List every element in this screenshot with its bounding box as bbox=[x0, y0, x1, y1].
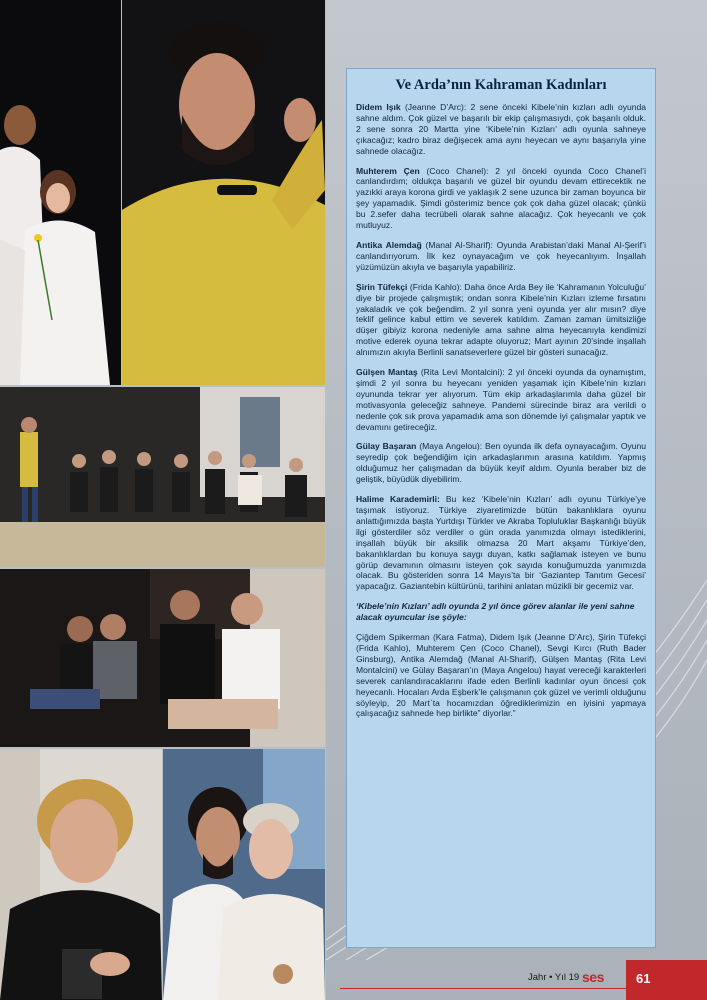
interview-paragraph-didem bbox=[356, 102, 646, 157]
photo-women-in-white bbox=[0, 0, 121, 385]
speaker-name: Antika Alemdağ bbox=[356, 239, 422, 250]
speaker-quote: (Coco Chanel): 2 yıl önceki oyunda Coco Chanel’i canlandırdım; oldukça başarılı ve güzel bir oyundu devam ettirecektik ne yazıkki araya korona girdi ve yaklaşık 2 sene uzunca bir zaman boyunca bir şey yapamadık. Şimdi gösterimiz bence çok çok daha güzel olacak; çünkü bu 2.sefer daha tecrübeli olarak sahne alacağız. Çok heyecanlı ve çok mutluyuz. bbox=[356, 165, 646, 231]
speaker-name: Gülşen Mantaş bbox=[356, 367, 418, 378]
speaker-quote: (Frida Kahlo): Daha önce Arda Bey ile ‘Kahramanın Yolculuğu’ diye bir projede çalışmıştık; ondan sonra Kibele’nin Kızları izleme fırsatını yakaladık ve çok beğendim. 2 yıl sonra yeni oyunda yer alır mısın? diye teklif gelince kabul ettim ve severek katıldım. Zaman zaman ümitsizliğe düşer gibiyiz korona nedeniyle ama sahne alma heyecanıyla kendimizi motive ederek oyuna tekrar adapte oluyoruz; Mart ayının 20’sinde inşallah alnımızın akıyla Berlinli sanatseverlere güzel bir gösteri sunacağız. bbox=[356, 281, 647, 358]
photo-group-seated bbox=[0, 387, 325, 567]
interview-paragraph-sirin bbox=[356, 282, 646, 358]
photo-arda-yellow-sweater bbox=[122, 0, 325, 385]
page-number: 61 bbox=[636, 971, 651, 986]
cast-intro: ‘Kibele’nin Kızları’ adlı oyunda 2 yıl önce görev alanlar ile yeni sahne alacak oyuncular ise şöyle: bbox=[356, 601, 635, 623]
article-box bbox=[346, 68, 656, 948]
speaker-quote: (Maya Angelou): Ben oyunda ilk defa oynayacağım. Oyunu seyredip çok beğendiğim için arkadaşlarımın arasına katıldım. Yapmış olduğumuz her çalışmadan da büyük keyif aldım. Oyunla beraber biz de geliştik, büyüdük diyebilirim. bbox=[356, 441, 646, 485]
page-number-tab bbox=[626, 960, 707, 1000]
cast-closing-paragraph: Çiğdem Spikerman (Kara Fatma), Didem Işık (Jeanne D’Arc), Şirin Tüfekçi (Frida Kahlo), Muhterem Çen (Coco Chanel), Sevgi Kırcı (Ruth Bader Ginsburg), Antika Alemdağ (Manal Al-Sharif), Gülşen Mantaş (Rita Levi Montalcini) ve Gülay Başaran’ın (Maya Angelou) hayat vereceği karakterleri severek canlandıracaklarını ifade eden Berlinli kadınlar oyun öncesi çok heyecanlı. Hocaları Arda Eşberk’le çalışmanın çok güzel ve verimli olduğunu söyleyip, 20 Mart`ta hocamızdan öğrediklerimizin en iyisini yapmaya çalışacağız sahnede hep birlikte” diyorlar.” bbox=[356, 632, 646, 719]
interview-paragraph-halime bbox=[356, 494, 646, 592]
photo-women-closeup-group bbox=[0, 569, 325, 747]
speaker-quote: (Rita Levi Montalcini): 2 yıl önceki oyunda da oynamıştım, şimdi 2 yıl sonra bu heyecanı yeniden yaşamak için Kibele’nin kızları oyununda tekrar yer alıyorum. Tüm ekip arkadaşlarımla daha güzel bir motivasyonla geleceğiz sahneye. Pandemi sürecinde biraz ara verildi o nedenle çok sık prova yapamadık ama son dönemde iyi çalışmalar yaptık ve devamını getireceğiz. bbox=[356, 367, 646, 432]
interview-paragraph-muhterem bbox=[356, 166, 646, 231]
speaker-name: Gülay Başaran bbox=[356, 441, 417, 452]
article-title: Ve Arda’nın Kahraman Kadınları bbox=[395, 77, 607, 93]
speaker-name: Şirin Tüfekçi bbox=[356, 281, 408, 292]
speaker-quote: (Manal Al-Sharif): Oyunda Arabistan’daki Manal Al-Şerif’i canlandırıyorum. İlk kez oynayacağım ve çok heyecanlıyım. İnşallah yüzümüzün akıyla ve başarıyla yapabiliriz. bbox=[356, 239, 646, 272]
photo-couple-wreaths bbox=[163, 749, 325, 1000]
speaker-quote: Bu kez ‘Kibele’nin Kızları’ adlı oyunu Türkiye’ye taşımak istiyoruz. Türkiye ziyaretimizde bütün bakanlıklara oyunu anlattığımızda başta Yurtdışı Türkler ve Akraba Topluluklar Başkanlığı büyük ilgi gösterdiler söz verdiler o gün orada yanımızda olmayı istediklerini, inşallah büyük bir aksilik olmazsa 20 Mart akşamı Türkiye’den, bakanlıklardan bu konuya saygı duyan, katkı sağlamak isteyen ve bunu görüp devamının olmasını isteyen çok sayıda konuğumuzda yanımızda olacak. Bu gösteriden sonra 14 Mayıs’ta bir ‘Gaziantep Tanıtım Gecesi’ yapacağız. Gaziantebin kültürünü, tarihini anlatan müzikli bir gecemiz var. bbox=[356, 494, 647, 592]
interview-paragraph-gulay bbox=[356, 441, 646, 485]
speaker-quote: (Jeanne D’Arc): 2 sene önceki Kibele’nin kızları adlı oyunda sahne aldım. Çok güzel ve başarılı bir ekip çalışmasıydı, çok başarılı olduk. 2 sene sonra 20 Martta yine ‘Kibele’nin Kızları’ adlı oyunla sahneye çıkacağız; kadro biraz değişecek ama aynı heyecan ve aynı başarıyla yine sahnede olacağız. bbox=[356, 102, 646, 156]
speaker-name: Muhterem Çen bbox=[356, 165, 420, 176]
interview-paragraph-antika bbox=[356, 240, 646, 273]
ses-logo: ses bbox=[582, 969, 604, 985]
photo-woman-portrait bbox=[0, 749, 162, 1000]
footer-rule bbox=[340, 988, 640, 989]
speaker-name: Didem Işık bbox=[356, 102, 401, 112]
interview-paragraph-gulsen bbox=[356, 367, 646, 432]
page-footer bbox=[326, 960, 707, 1000]
issue-label: Jahr • Yıl 19 bbox=[528, 972, 580, 983]
speaker-name: Halime Karademirli: bbox=[356, 494, 440, 505]
